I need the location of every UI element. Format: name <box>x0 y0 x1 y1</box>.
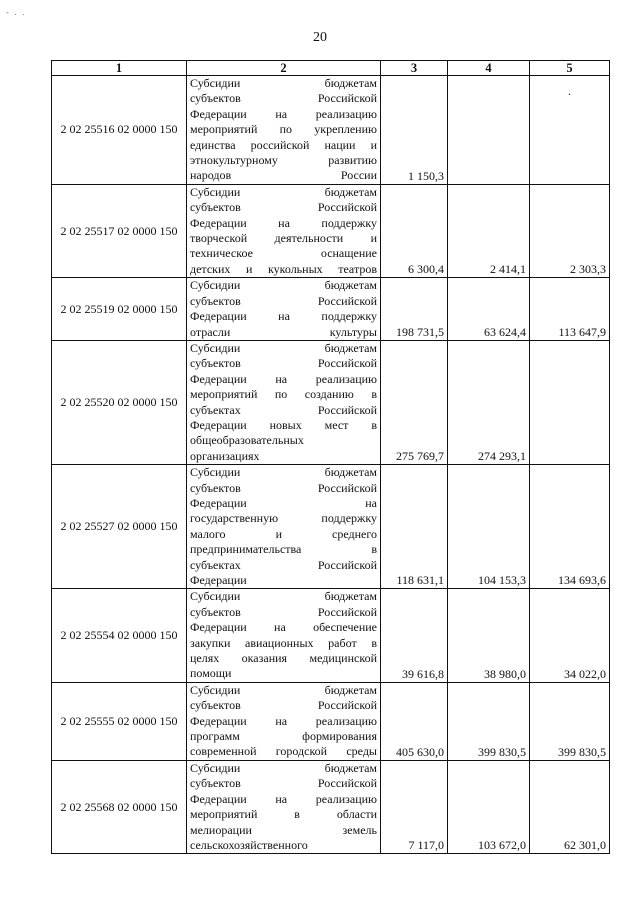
description-line: современной городской среды <box>190 744 377 759</box>
description-line: малого и среднего <box>190 526 377 541</box>
budget-code-cell: 2 02 25527 02 0000 150 <box>52 465 187 589</box>
description-cell <box>187 465 381 589</box>
amount-cell-v5: . <box>530 76 610 185</box>
description-line: мероприятий в области <box>190 807 377 822</box>
description-line: государственную поддержку <box>190 511 377 526</box>
amount-cell-v4: 274 293,1 <box>448 340 530 464</box>
page-number: 20 <box>313 30 327 45</box>
amount-cell-v5: 62 301,0 <box>530 760 610 853</box>
amount-cell-v4: 399 830,5 <box>448 682 530 760</box>
description-line: Федерации на обеспечение <box>190 620 377 635</box>
description-line: субъектах Российской <box>190 402 377 417</box>
description-line: этнокультурному развитию <box>190 153 377 168</box>
column-header: 5 <box>530 61 610 76</box>
amount-cell-v3: 1 150,3 <box>381 76 448 185</box>
description-line: детских и кукольных театров <box>190 261 377 276</box>
description-line: Субсидии бюджетам <box>190 184 377 199</box>
table-row <box>52 682 610 760</box>
description-line: Субсидии бюджетам <box>190 589 377 604</box>
table-row <box>52 465 610 589</box>
column-header: 2 <box>187 61 381 76</box>
corner-scan-mark: - . . <box>6 8 27 17</box>
description-line: сельскохозяйственного <box>190 837 308 852</box>
amount-cell-v3: 6 300,4 <box>381 184 448 277</box>
description-line: предпринимательства в <box>190 542 377 557</box>
amount-cell-v5: 399 830,5 <box>530 682 610 760</box>
description-cell <box>187 682 381 760</box>
budget-code-cell: 2 02 25516 02 0000 150 <box>52 76 187 185</box>
description-line: Федерации <box>190 573 247 587</box>
description-line: помощи <box>190 666 232 681</box>
amount-cell-v4: 63 624,4 <box>448 278 530 341</box>
description-line: субъектов Российской <box>190 480 377 495</box>
column-header: 3 <box>381 61 448 76</box>
table-row <box>52 760 610 853</box>
table-row <box>52 340 610 464</box>
description-line: Субсидии бюджетам <box>190 760 377 775</box>
budget-code-cell: 2 02 25520 02 0000 150 <box>52 340 187 464</box>
description-line: народов России <box>190 168 377 183</box>
description-line: субъектов Российской <box>190 200 377 215</box>
budget-code-cell: 2 02 25519 02 0000 150 <box>52 278 187 341</box>
description-line: Федерации на <box>190 495 377 510</box>
description-cell <box>187 184 381 277</box>
description-line: субъектов Российской <box>190 698 377 713</box>
description-line: субъектов Российской <box>190 604 377 619</box>
description-line: мероприятий по укреплению <box>190 122 377 137</box>
budget-code-cell: 2 02 25555 02 0000 150 <box>52 682 187 760</box>
description-line: общеобразовательных <box>190 433 304 448</box>
budget-code-cell: 2 02 25517 02 0000 150 <box>52 184 187 277</box>
description-line: целях оказания медицинской <box>190 651 377 666</box>
description-line: Федерации на реализацию <box>190 791 377 806</box>
description-line: Федерации на поддержку <box>190 309 377 324</box>
amount-cell-v3: 39 616,8 <box>381 589 448 682</box>
description-cell <box>187 278 381 341</box>
description-line: единства российской нации и <box>190 137 377 152</box>
amount-cell-v5: 134 693,6 <box>530 465 610 589</box>
description-line: техническое оснащение <box>190 246 377 261</box>
description-line: Федерации на поддержку <box>190 215 377 230</box>
table-body <box>52 76 610 854</box>
amount-cell-v5 <box>530 340 610 464</box>
amount-cell-v5: 2 303,3 <box>530 184 610 277</box>
description-line: организациях <box>190 448 260 463</box>
column-header: 4 <box>448 61 530 76</box>
description-line: Федерации новых мест в <box>190 417 377 432</box>
description-line: отрасли культуры <box>190 324 377 339</box>
description-line: творческой деятельности и <box>190 231 377 246</box>
description-line: закупки авиационных работ в <box>190 635 377 650</box>
description-line: субъектов Российской <box>190 776 377 791</box>
table-row <box>52 278 610 341</box>
description-cell <box>187 340 381 464</box>
description-cell <box>187 589 381 682</box>
description-line: субъектов Российской <box>190 356 377 371</box>
amount-cell-v3: 405 630,0 <box>381 682 448 760</box>
table-row <box>52 589 610 682</box>
description-line: Федерации на реализацию <box>190 106 377 121</box>
amount-cell-v4: 2 414,1 <box>448 184 530 277</box>
budget-code-cell: 2 02 25568 02 0000 150 <box>52 760 187 853</box>
description-line: Субсидии бюджетам <box>190 278 377 293</box>
description-line: субъектах Российской <box>190 557 377 572</box>
description-line: Субсидии бюджетам <box>190 340 377 355</box>
description-line: мероприятий по созданию в <box>190 387 377 402</box>
description-line: субъектов Российской <box>190 91 377 106</box>
description-line: Субсидии бюджетам <box>190 465 377 480</box>
budget-code-cell: 2 02 25554 02 0000 150 <box>52 589 187 682</box>
amount-cell-v5: 113 647,9 <box>530 278 610 341</box>
description-cell <box>187 76 381 185</box>
description-line: Федерации на реализацию <box>190 713 377 728</box>
description-line: субъектов Российской <box>190 293 377 308</box>
column-header: 1 <box>52 61 187 76</box>
description-line: Субсидии бюджетам <box>190 682 377 697</box>
amount-cell-v4: 104 153,3 <box>448 465 530 589</box>
header-row <box>52 61 610 76</box>
table-row <box>52 184 610 277</box>
amount-cell-v3: 198 731,5 <box>381 278 448 341</box>
description-line: Субсидии бюджетам <box>190 76 377 90</box>
amount-cell-v4 <box>448 76 530 185</box>
amount-cell-v3: 7 117,0 <box>381 760 448 853</box>
amount-cell-v3: 118 631,1 <box>381 465 448 589</box>
amount-cell-v4: 38 980,0 <box>448 589 530 682</box>
budget-table <box>51 60 610 854</box>
description-line: мелиорации земель <box>190 822 377 837</box>
description-line: Федерации на реализацию <box>190 371 377 386</box>
description-cell <box>187 760 381 853</box>
amount-cell-v5: 34 022,0 <box>530 589 610 682</box>
amount-cell-v4: 103 672,0 <box>448 760 530 853</box>
amount-cell-v3: 275 769,7 <box>381 340 448 464</box>
table-row <box>52 76 610 185</box>
description-line: программ формирования <box>190 729 377 744</box>
